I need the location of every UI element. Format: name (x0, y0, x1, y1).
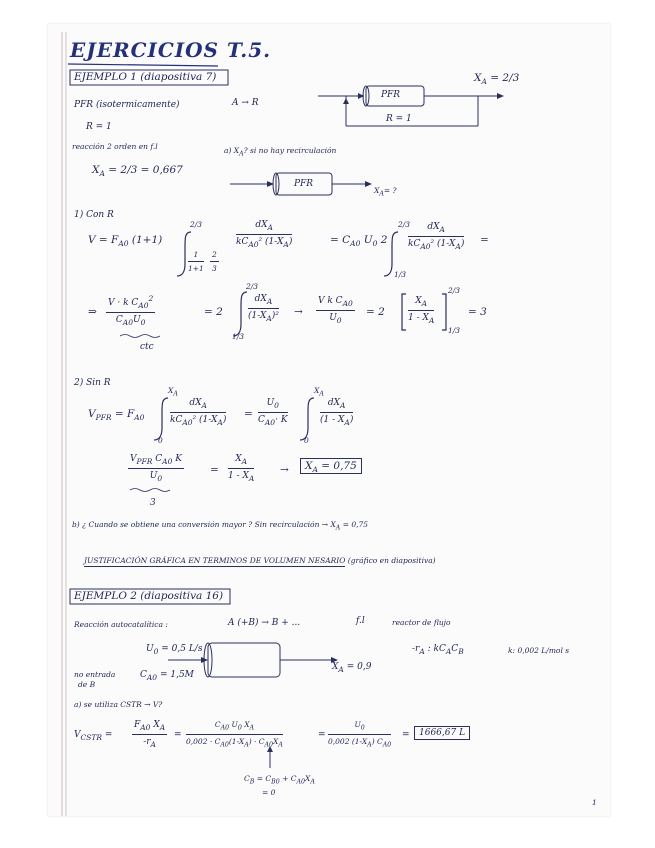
eq1-mid: = $C_{A0}$ $U_0$ 2 (330, 234, 388, 249)
eq4-frac-a: $V_{PFR}$ $C_{A0}$ K $U_0$ (130, 454, 182, 483)
reaction-type-label: Reacción autocatalítica : (74, 620, 168, 629)
given-conversion: $X_A = 2/3 = 0,667$ (92, 164, 183, 179)
notebook-page (48, 24, 610, 816)
page-title: EJERCICIOS T.5. (70, 38, 272, 62)
footnote-three: 3 (150, 498, 156, 508)
no-b-entry-1: no entrada (74, 670, 116, 679)
int5-lower: 0 (304, 436, 309, 445)
flow-rate: $U_0 = 0,5$ L/s (146, 644, 203, 656)
int1-lower-frac1: $\frac{1}{1+1}$ (188, 250, 204, 273)
eq3-equals: = (244, 408, 253, 420)
no-b-entry-2: de B (78, 680, 96, 689)
question-a-ex2: a) se utiliza CSTR → V? (74, 700, 163, 709)
ex2-frac-c: $\frac{U_0}{0,002 (1-X_A) C_{A0}}$ (328, 720, 392, 748)
eq1-end: = (480, 234, 489, 246)
eq4-equals: = (210, 464, 219, 476)
eq2-frac-b: $dX_A$ $(1-X_A)^2$ (248, 294, 279, 323)
result-conversion: $X_A = 0,75$ (300, 460, 362, 474)
int4-lower: 0 (158, 436, 163, 445)
int1-upper: 2/3 (190, 220, 203, 229)
exit-conversion: $X_A = 0,9$ (332, 662, 372, 674)
ex2-equals: = (174, 730, 182, 740)
phase-label: f.l (356, 616, 365, 626)
eq3-frac-b: $\frac{U_0}{C_{A0}\cdot K}$ (258, 398, 288, 427)
with-recycle-heading: 1) Con R (74, 210, 114, 220)
cb-equation: $C_B = C_{B0} + C_{A0}X_A$ (244, 774, 315, 786)
justification-line: JUSTIFICACIÓN GRÁFICA EN TERMINOS DE VOLUMEN NESARIO (gráfico en diapositiva) (84, 556, 436, 565)
reactor-label-top: PFR (381, 90, 401, 100)
eq2-frac-c: $\frac{V k C_{A0}}{U_0}$ (318, 296, 353, 325)
top-conversion: $X_A = 2/3$ (474, 72, 520, 87)
page-mark: 1 (592, 798, 597, 807)
eq1-left: $V = F_{A0}$ (1+1) (88, 234, 163, 249)
reaction-ex1: A → R (232, 98, 259, 108)
ex2-frac-b: $\frac{C_{A0} U_0 X_A}{0,002 \cdot C_{A0}(1-X_A) \cdot C_{A0}X_A}$ (186, 720, 283, 748)
eq3-left: $V_{PFR} = F_{A0}$ (88, 408, 145, 423)
ex2-equals3: = (402, 730, 410, 740)
ex2-equals2: = (318, 730, 326, 740)
reaction-order: reacción 2 orden en f.l (72, 142, 158, 151)
eq2-equals: = 2 (204, 306, 223, 318)
example-2-header: EJEMPLO 2 (diapositiva 16) (74, 590, 224, 602)
int5-upper: $X_A$ (314, 386, 324, 398)
feed-concentration: $C_{A0} = 1,5M$ (140, 670, 194, 682)
eq4-arrow: → (280, 464, 289, 476)
eq2-frac-a: $\frac{V \cdot k C_{A0}^2}{C_{A0}U_0}$ (108, 294, 154, 327)
eq2-implies: ⇒ (88, 306, 97, 318)
rate-law: $-r_A$ : $kC_AC_B$ (412, 644, 464, 656)
eq2-arrow: → (294, 306, 303, 318)
int2-lower: 1/3 (394, 270, 407, 279)
without-recycle-heading: 2) Sin R (74, 378, 111, 388)
int3-upper: 2/3 (246, 282, 259, 291)
question-a-ex1: a) $X_A$? si no hay recirculación (224, 146, 337, 158)
eq2-result: = 3 (468, 306, 487, 318)
rate-constant: k: 0,002 L/mol s (508, 646, 570, 655)
eq2-frac-d: $\frac{X_A}{1 - X_A}$ (408, 296, 435, 325)
eq2-equals2: = 2 (366, 306, 385, 318)
eq1-frac-a: $dX_A$ $kC_{A0}^2$ $(1-X_A)$ (236, 220, 293, 249)
cb0-zero: = 0 (262, 788, 276, 797)
eq1-frac-b: $dX_A$ $kC_{A0}^2$ $(1-X_A)$ (408, 222, 465, 251)
question-b-ex1: b) ¿ Cuando se obtiene una conversión mayor ? Sin recirculación → $X_A = 0,75$ (72, 520, 369, 532)
reactor-type: reactor de flujo (392, 618, 451, 627)
reactor-label-mid: PFR (294, 179, 314, 189)
pfr-description: PFR (isotermicamente) (74, 100, 180, 110)
example-1-header: EJEMPLO 1 (diapositiva 7) (74, 71, 217, 83)
int2-upper: 2/3 (398, 220, 411, 229)
eq3-frac-a: $dX_A$ $kC_{A0}^2$ $(1-X_A)$ (170, 398, 227, 427)
ex2-frac-a: $\frac{F_{A0} X_A}{-r_A}$ (134, 720, 166, 749)
ex2-result: 1666,67 L (414, 728, 470, 738)
bracket-lower: 1/3 (448, 326, 461, 335)
ctc-label: ctc (140, 342, 154, 352)
recycle-ratio: R = 1 (86, 122, 112, 132)
vcstr-label: $V_{CSTR}$ = (74, 730, 113, 742)
eq3-frac-c: $dX_A$ $(1 - X_A)$ (320, 398, 354, 427)
bracket-upper: 2/3 (448, 286, 461, 295)
eq4-frac-b: $\frac{X_A}{1 - X_A}$ (228, 454, 255, 483)
reaction-ex2: A (+B) → B + ... (228, 618, 301, 628)
conversion-out: $X_A=$ ? (374, 186, 397, 198)
int3-lower: 1/3 (232, 332, 245, 341)
int1-lower-frac2: $\frac{2}{3}$ (212, 250, 217, 273)
recycle-label: R = 1 (386, 114, 412, 124)
int4-upper: $X_A$ (168, 386, 178, 398)
